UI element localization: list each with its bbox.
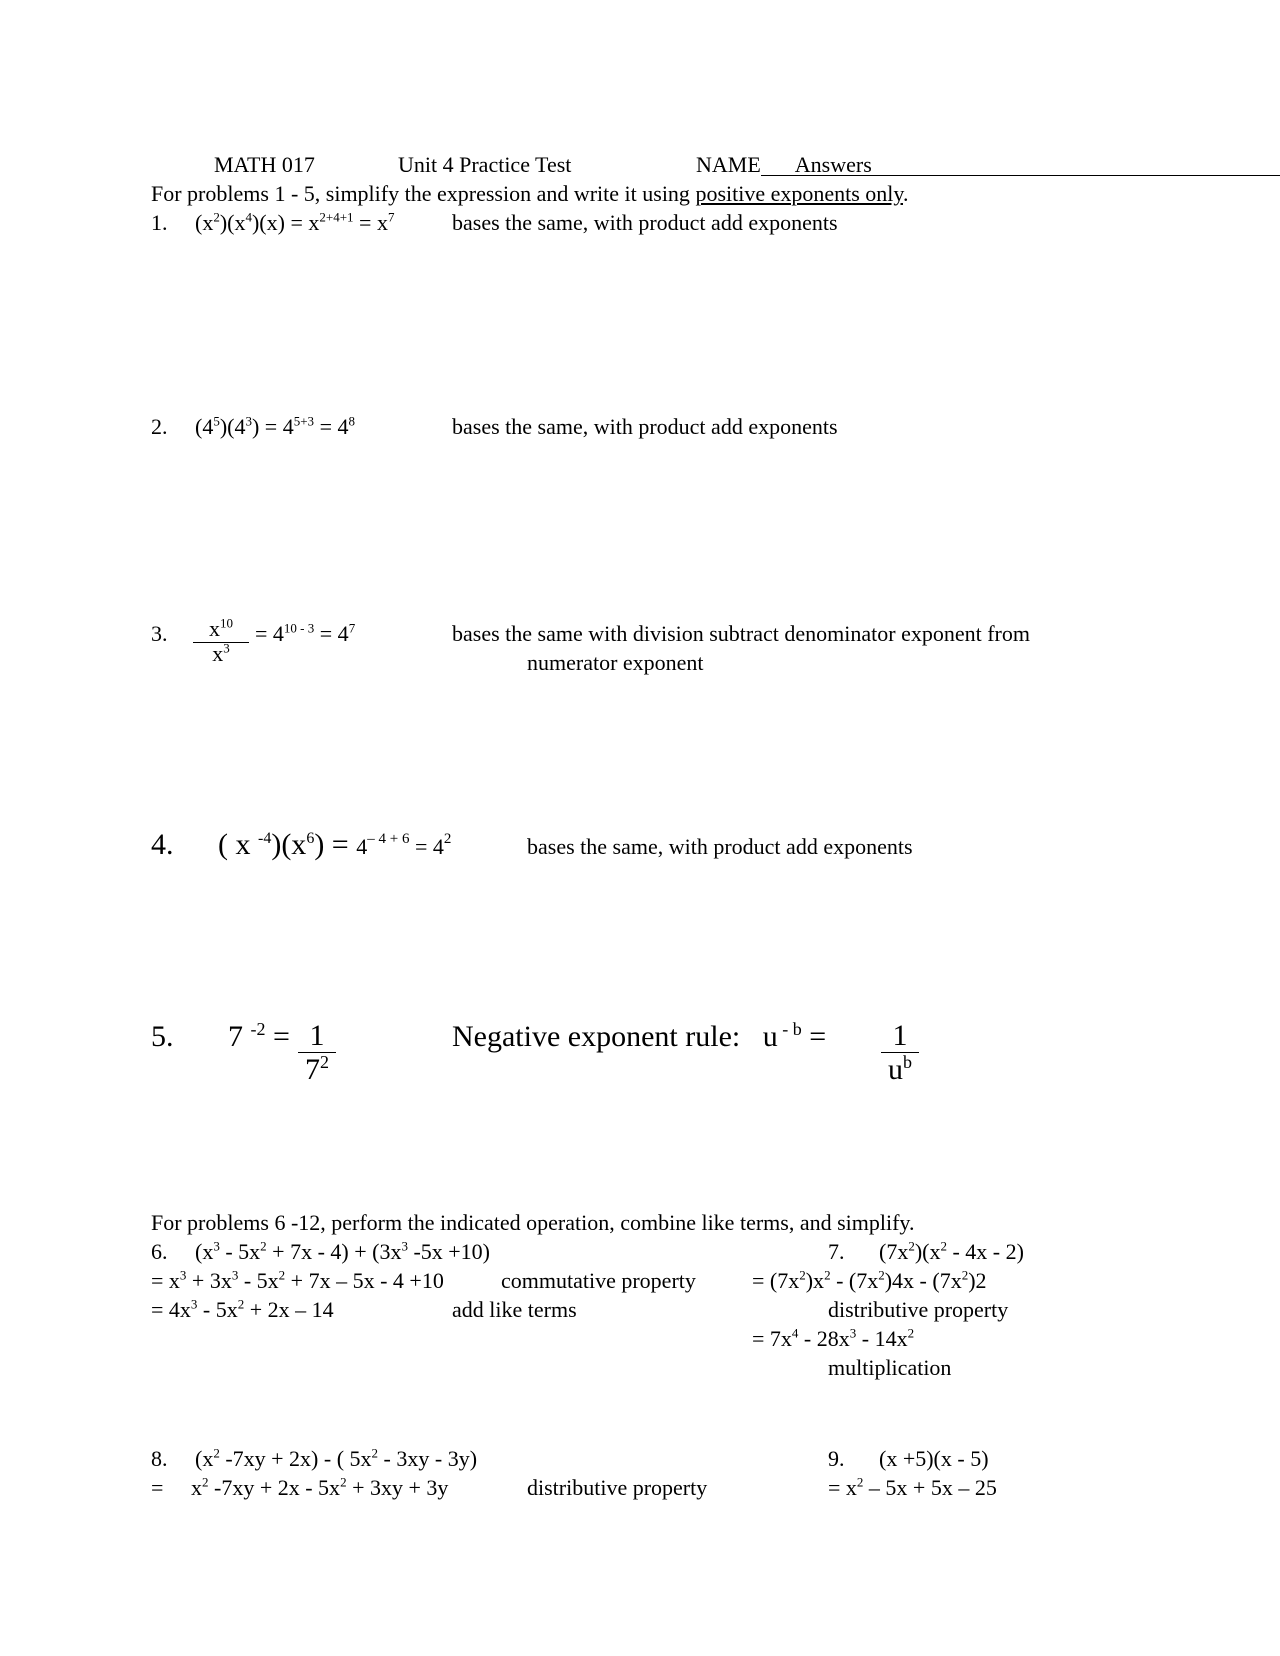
problem-3-numerator: $x^{10}$ <box>193 616 249 643</box>
problem-5-number: 5. <box>151 1020 174 1053</box>
problem-8-note: distributive property <box>527 1475 708 1500</box>
problem-7-note1: distributive property <box>828 1297 1009 1322</box>
problem-2-expression: $(4^5)(4^3) = 4^{5+3} = 4^8$ <box>195 413 355 439</box>
problem-9-expression: (x +5)(x - 5) <box>879 1446 989 1471</box>
problem-6-step2: = $4x^3 - 5x^2 + 2x - 14$ <box>151 1296 334 1322</box>
section1-instructions: For problems 1 - 5, simplify the expression and write it using positive exponents only. <box>151 181 909 206</box>
problem-3-denominator: $x^3$ <box>212 640 230 666</box>
problem-5-rule-denominator: $u^b$ <box>888 1052 912 1086</box>
problem-5-numerator: 1 <box>298 1020 336 1053</box>
problem-6-step1-note: commutative property <box>501 1268 696 1293</box>
problem-7-step2: = $7x^4 - 28x^3 - 14x^2$ <box>752 1325 915 1351</box>
problem-5-fraction <box>298 1020 336 1087</box>
header-course: MATH 017 <box>214 152 315 177</box>
problem-6-step1: = $x^3 + 3x^3 - 5x^2 + 7x - 5x - 4 +10$ <box>151 1267 444 1293</box>
problem-1-number: 1. <box>151 210 168 235</box>
problem-5-rule-fraction <box>881 1020 919 1087</box>
problem-8-number: 8. <box>151 1446 168 1471</box>
problem-8-step1: $x^2$ $-7xy + 2x - 5x^2 + 3xy + 3y$ <box>191 1474 449 1500</box>
problem-7-expression: $(7x^2)(x^2 - 4x - 2)$ <box>879 1238 1024 1264</box>
problem-1-note: bases the same, with product add exponents <box>452 210 838 235</box>
problem-5-rule-numerator: 1 <box>881 1020 919 1053</box>
problem-2-number: 2. <box>151 414 168 439</box>
problem-8-expression: ($x^2$ -7xy + 2x) - ( $5x^2 - 3xy - 3y$) <box>195 1445 478 1471</box>
problem-4-number: 4. <box>151 828 174 861</box>
problem-9-number: 9. <box>828 1446 845 1471</box>
problem-3-note-line2: numerator exponent <box>527 650 704 675</box>
problem-1-expression: $(x^2)(x^4)(x) = x^{2+4+1} = x^7$ <box>195 209 395 235</box>
problem-6-number: 6. <box>151 1239 168 1264</box>
name-value: Answers <box>794 152 872 177</box>
problem-3-result: = $4^{10 - 3} = 4^7$ <box>255 620 356 646</box>
problem-5-denominator: $7^2$ <box>305 1052 329 1086</box>
problem-3-fraction <box>193 616 249 667</box>
problem-3-note-line1: bases the same with division subtract denominator exponent from <box>452 621 1030 646</box>
problem-4-note: bases the same, with product add exponents <box>527 834 913 859</box>
problem-2-note: bases the same, with product add exponents <box>452 414 838 439</box>
problem-3-number: 3. <box>151 621 168 646</box>
problem-5-expression: 7 $^{-2}$ = <box>228 1019 290 1053</box>
section2-instructions: For problems 6 -12, perform the indicated operation, combine like terms, and simplify. <box>151 1210 915 1235</box>
problem-6-expression: $(x^3 - 5x^2 + 7x - 4) + (3x^3$ -5x +10) <box>195 1238 491 1264</box>
name-field <box>696 152 1280 178</box>
problem-5-rule: Negative exponent rule: u $^{- b}$ = <box>452 1019 827 1053</box>
problem-4-expression: ( x $^{-4})(x^6) = 4^{- 4 + 6} = 4^2$ <box>218 828 452 861</box>
header-title: Unit 4 Practice Test <box>398 152 572 177</box>
problem-7-note2: multiplication <box>828 1355 952 1380</box>
name-label: NAME <box>696 152 761 177</box>
problem-7-number: 7. <box>828 1239 845 1264</box>
problem-8-equals: = <box>151 1475 164 1500</box>
problem-6-step2-note: add like terms <box>452 1297 577 1322</box>
problem-9-step1: = $x^2 - 5x + 5x - 25$ <box>828 1474 997 1500</box>
problem-7-step1: = $(7x^2)x^2 - (7x^2)4x - (7x^2)2$ <box>752 1267 987 1293</box>
